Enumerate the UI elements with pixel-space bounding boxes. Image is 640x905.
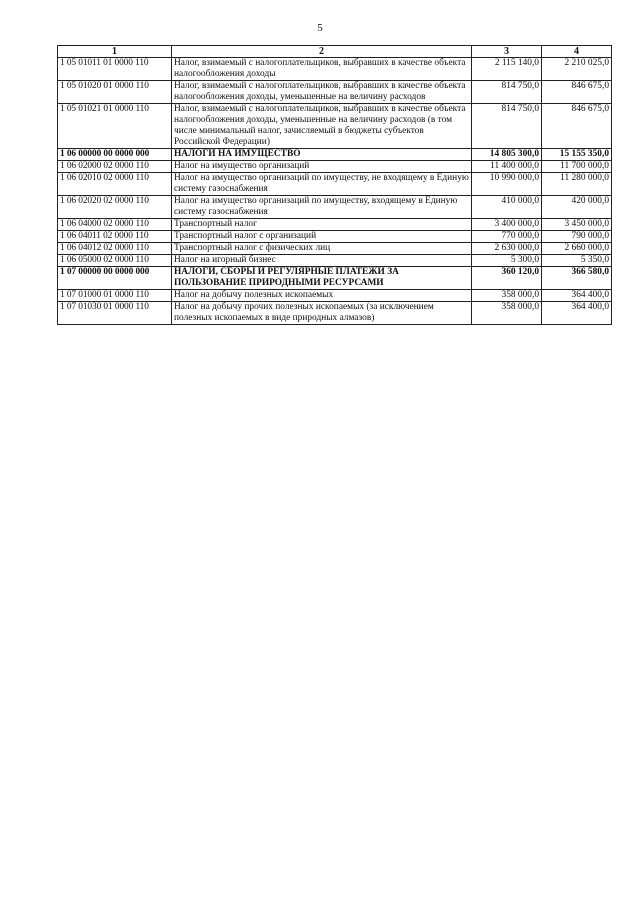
income-name-cell: Налог, взимаемый с налогоплательщиков, выбравших в качестве объекта налогообложения доходы, уменьшенные на величину расходов [172,81,472,104]
amount-col-4-cell: 846 675,0 [542,81,612,104]
income-name-cell: Налог на имущество организаций по имуществу, не входящему в Единую систему газоснабжения [172,173,472,196]
budget-code-cell: 1 06 02010 02 0000 110 [58,173,172,196]
income-name-cell: Налог на игорный бизнес [172,255,472,267]
amount-col-3-cell: 410 000,0 [472,196,542,219]
table-row-section [58,149,612,161]
amount-col-3-cell: 814 750,0 [472,104,542,149]
amount-col-3-cell: 5 300,0 [472,255,542,267]
amount-col-3-cell: 358 000,0 [472,290,542,302]
budget-code-cell: 1 05 01021 01 0000 110 [58,104,172,149]
amount-col-4-cell: 790 000,0 [542,231,612,243]
amount-col-4-cell: 11 700 000,0 [542,161,612,173]
amount-col-3-cell: 10 990 000,0 [472,173,542,196]
income-name-cell: Налог на имущество организаций по имуществу, входящему в Единую систему газоснабжения [172,196,472,219]
income-name-cell: Налог на добычу прочих полезных ископаемых (за исключением полезных ископаемых в виде природных алмазов) [172,302,472,325]
table-row [58,58,612,81]
amount-col-4-cell: 2 660 000,0 [542,243,612,255]
amount-col-4-cell: 3 450 000,0 [542,219,612,231]
income-name-cell: НАЛОГИ НА ИМУЩЕСТВО [172,149,472,161]
amount-col-3-cell: 770 000,0 [472,231,542,243]
amount-col-4-cell: 15 155 350,0 [542,149,612,161]
table-row [58,173,612,196]
income-name-cell: Налог, взимаемый с налогоплательщиков, выбравших в качестве объекта налогообложения доходы, уменьшенные на величину расходов (в том числе минимальный налог, зачисляемый в бюджеты субъектов Российской Федерации) [172,104,472,149]
amount-col-3-cell: 11 400 000,0 [472,161,542,173]
amount-col-3-cell: 360 120,0 [472,267,542,290]
table-row [58,161,612,173]
income-name-cell: Транспортный налог с организаций [172,231,472,243]
table-row [58,290,612,302]
budget-code-cell: 1 06 00000 00 0000 000 [58,149,172,161]
income-name-cell: Транспортный налог с физических лиц [172,243,472,255]
amount-col-3-cell: 814 750,0 [472,81,542,104]
table-row [58,302,612,325]
table-row [58,255,612,267]
table-row [58,104,612,149]
amount-col-4-cell: 846 675,0 [542,104,612,149]
income-name-cell: НАЛОГИ, СБОРЫ И РЕГУЛЯРНЫЕ ПЛАТЕЖИ ЗА ПОЛЬЗОВАНИЕ ПРИРОДНЫМИ РЕСУРСАМИ [172,267,472,290]
amount-col-4-cell: 5 350,0 [542,255,612,267]
amount-col-3-cell: 358 000,0 [472,302,542,325]
page-number: 5 [317,22,323,34]
income-name-cell: Налог на имущество организаций [172,161,472,173]
amount-col-4-cell: 364 400,0 [542,290,612,302]
amount-col-4-cell: 420 000,0 [542,196,612,219]
budget-code-cell: 1 06 05000 02 0000 110 [58,255,172,267]
header-col-1: 1 [58,46,172,58]
amount-col-3-cell: 14 805 300,0 [472,149,542,161]
table-row [58,231,612,243]
budget-code-cell: 1 06 02020 02 0000 110 [58,196,172,219]
amount-col-4-cell: 2 210 025,0 [542,58,612,81]
amount-col-3-cell: 3 400 000,0 [472,219,542,231]
budget-code-cell: 1 07 00000 00 0000 000 [58,267,172,290]
income-name-cell: Налог на добычу полезных ископаемых [172,290,472,302]
budget-code-cell: 1 06 04000 02 0000 110 [58,219,172,231]
budget-code-cell: 1 07 01000 01 0000 110 [58,290,172,302]
budget-code-cell: 1 07 01030 01 0000 110 [58,302,172,325]
budget-code-cell: 1 05 01011 01 0000 110 [58,58,172,81]
budget-code-cell: 1 05 01020 01 0000 110 [58,81,172,104]
amount-col-4-cell: 364 400,0 [542,302,612,325]
income-name-cell: Транспортный налог [172,219,472,231]
budget-code-cell: 1 06 04012 02 0000 110 [58,243,172,255]
table-body [58,58,612,325]
budget-code-cell: 1 06 02000 02 0000 110 [58,161,172,173]
income-name-cell: Налог, взимаемый с налогоплательщиков, выбравших в качестве объекта налогообложения доходы [172,58,472,81]
amount-col-3-cell: 2 630 000,0 [472,243,542,255]
budget-code-cell: 1 06 04011 02 0000 110 [58,231,172,243]
table-header [58,46,612,58]
header-col-2: 2 [172,46,472,58]
revenue-table [57,45,612,325]
amount-col-4-cell: 366 580,0 [542,267,612,290]
table-row [58,219,612,231]
table-row [58,196,612,219]
header-col-3: 3 [472,46,542,58]
table-row [58,243,612,255]
amount-col-3-cell: 2 115 140,0 [472,58,542,81]
table-row [58,81,612,104]
amount-col-4-cell: 11 280 000,0 [542,173,612,196]
table-row-section [58,267,612,290]
header-row [58,46,612,58]
header-col-4: 4 [542,46,612,58]
